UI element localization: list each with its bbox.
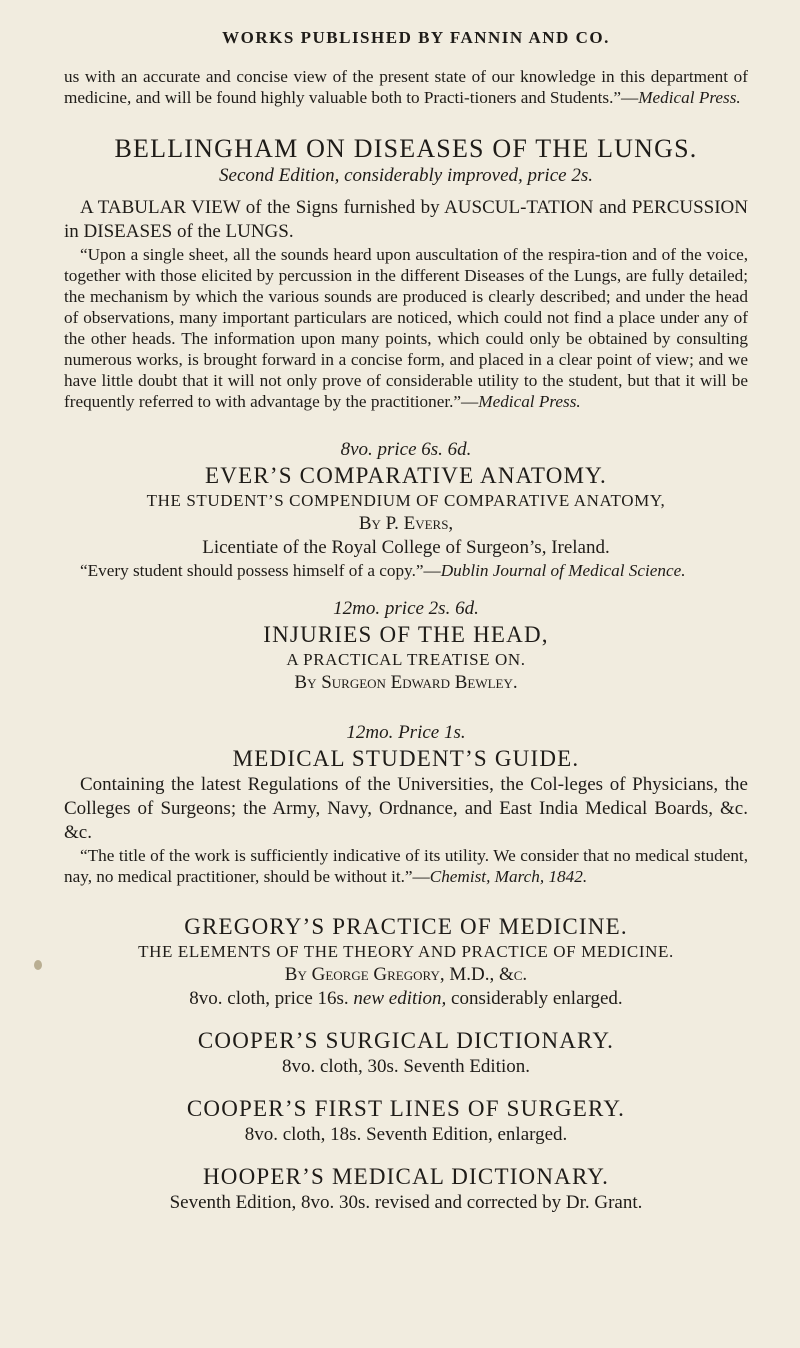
guide-contents: Containing the latest Regulations of the Universities, the Col-leges of Physicians, the Colleges of Surgeons; the Army, Navy, Ordnance, and East India Medical Boards, &c. &c. [64, 774, 748, 843]
injuries-entry [64, 597, 748, 695]
gregory-author: By George Gregory, M.D., &c. [284, 964, 528, 985]
evers-review [64, 560, 748, 581]
bellingham-review-text: “Upon a single sheet, all the sounds heard upon auscultation of the respira-tion and of the voice, together with those elicited by percussion in the different Diseases of the Lungs, are fully detailed; the mechanism by which the various sounds are produced is clearly described; and under the head of observations, many important particulars are noticed, which could not find a place under any of the other heads. The information upon many points, which could only be obtained by consulting numerous works, is brought forward in a concise form, and placed in a clear point of view; and we have little doubt that it will not only prove of considerable utility to the student, but that it will be frequently referred to with advantage by the practitioner.”— [64, 245, 748, 411]
injuries-price: 12mo. price 2s. 6d. [333, 598, 479, 619]
guide-review [64, 845, 748, 887]
gregory-entry [64, 913, 748, 1011]
injuries-title: INJURIES OF THE HEAD, [263, 622, 549, 647]
bellingham-edition: Second Edition, considerably improved, price 2s. [219, 165, 593, 186]
evers-price: 8vo. price 6s. 6d. [340, 439, 472, 460]
evers-review-text: “Every student should possess himself of a copy.”— [80, 561, 441, 580]
gregory-price-tail: considerably enlarged. [451, 988, 623, 1009]
cooper-lines-entry [64, 1095, 748, 1147]
guide-review-text: “The title of the work is sufficiently indicative of its utility. We consider that no medical student, nay, no medical practitioner, should be without it.”— [64, 846, 748, 886]
evers-entry [64, 438, 748, 581]
bellingham-review [64, 244, 748, 412]
gregory-price [64, 987, 748, 1011]
evers-author-desc: Licentiate of the Royal College of Surgeon’s, Ireland. [202, 537, 610, 558]
gregory-title: GREGORY’S PRACTICE OF MEDICINE. [184, 914, 628, 939]
injuries-author: By Surgeon Edward Bewley. [294, 672, 518, 693]
cooper-lines-detail: 8vo. cloth, 18s. Seventh Edition, enlarged. [244, 1124, 568, 1145]
intro-quote [64, 66, 748, 108]
guide-price: 12mo. Price 1s. [346, 722, 466, 743]
bellingham-review-source: Medical Press. [478, 392, 581, 411]
evers-review-source: Dublin Journal of Medical Science. [440, 561, 686, 580]
paper-stain [34, 960, 42, 970]
gregory-subtitle: THE ELEMENTS OF THE THEORY AND PRACTICE OF MEDICINE. [138, 942, 674, 961]
intro-quote-text: us with an accurate and concise view of the present state of our knowledge in this department of medicine, and will be found highly valuable both to Practi-tioners and Students.”— [64, 67, 748, 107]
gregory-price-edition: new edition, [353, 988, 447, 1009]
cooper-dictionary-entry [64, 1027, 748, 1079]
gregory-price-lead: 8vo. cloth, price 16s. [189, 988, 349, 1009]
cooper-lines-title: COOPER’S FIRST LINES OF SURGERY. [186, 1096, 626, 1121]
hooper-entry [64, 1163, 748, 1215]
evers-subtitle: THE STUDENT’S COMPENDIUM OF COMPARATIVE ANATOMY, [146, 491, 666, 510]
intro-quote-source: Medical Press. [638, 88, 741, 107]
guide-review-source: Chemist, March, 1842. [429, 867, 588, 886]
guide-title: MEDICAL STUDENT’S GUIDE. [232, 746, 580, 771]
hooper-title: HOOPER’S MEDICAL DICTIONARY. [202, 1164, 610, 1189]
hooper-detail: Seventh Edition, 8vo. 30s. revised and corrected by Dr. Grant. [169, 1192, 643, 1213]
bellingham-entry [64, 134, 748, 412]
evers-author: By P. Evers, [358, 513, 454, 534]
bellingham-title: BELLINGHAM ON DISEASES OF THE LUNGS. [114, 134, 698, 163]
cooper-dictionary-title: COOPER’S SURGICAL DICTIONARY. [197, 1028, 615, 1053]
injuries-subtitle: A PRACTICAL TREATISE ON. [286, 650, 526, 669]
running-header: WORKS PUBLISHED BY FANNIN AND CO. [222, 28, 610, 47]
evers-title: EVER’S COMPARATIVE ANATOMY. [205, 463, 607, 488]
guide-entry [64, 721, 748, 887]
bellingham-subtitle: A TABULAR VIEW of the Signs furnished by AUSCUL-TATION and PERCUSSION in DISEASES of the LUNGS. [64, 197, 748, 242]
cooper-dictionary-detail: 8vo. cloth, 30s. Seventh Edition. [281, 1056, 531, 1077]
